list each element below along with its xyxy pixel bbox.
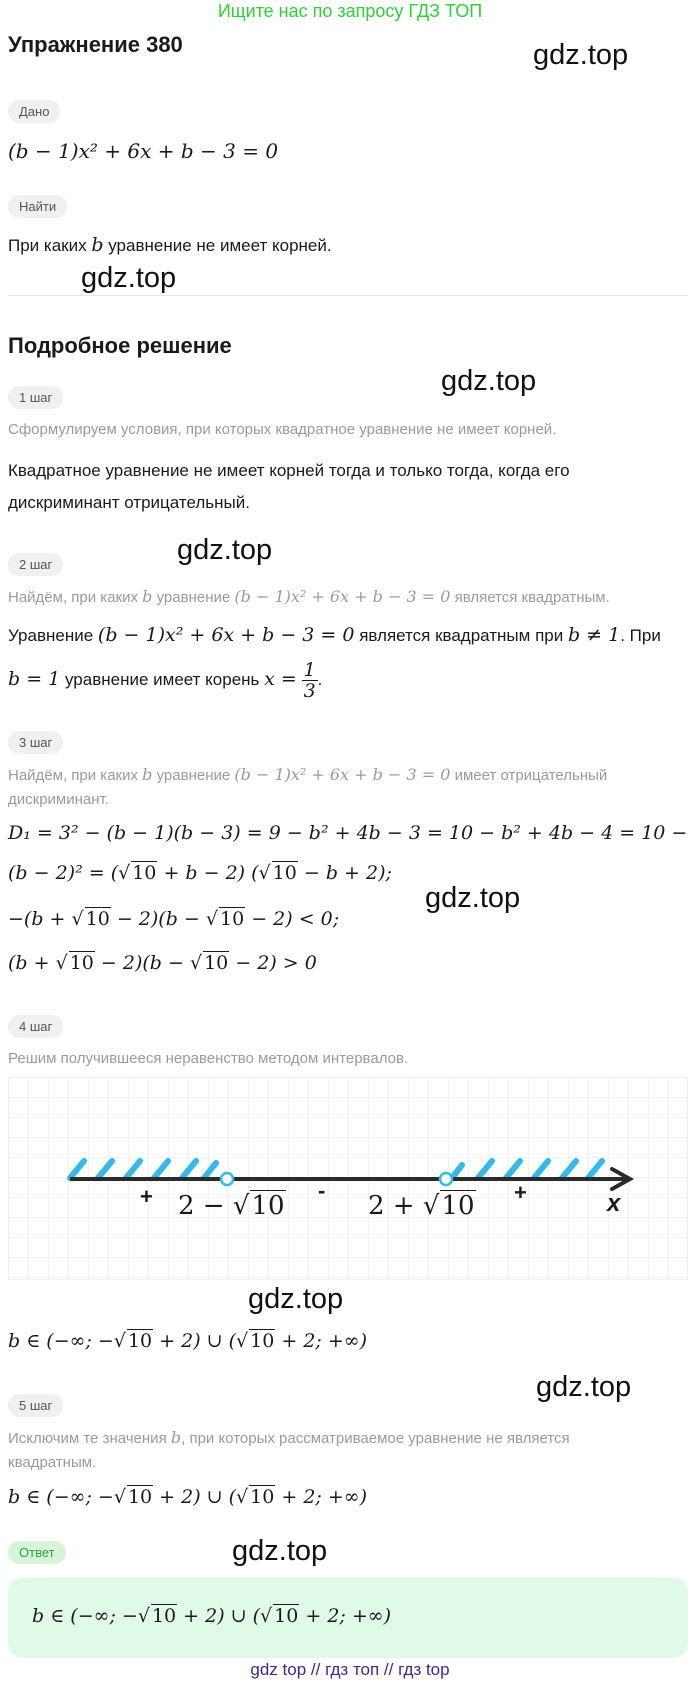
step4-label: 4 шаг [8,1015,63,1038]
step4-hint: Решим получившееся неравенство методом интервалов. [8,1050,409,1067]
step5-label: 5 шаг [8,1394,63,1417]
step4-result: b ∈ (−∞; −√ 10 + 2) ∪ (√ 10 + 2; +∞) [8,1330,368,1352]
watermark: gdz.top [533,39,629,71]
step1-label: 1 шаг [8,386,63,409]
fraction: $\frac{1}{3}$ [303,659,316,702]
sign-minus-middle: - [318,1178,326,1203]
step1-hint: Сформулируем условия, при которых квадратное уравнение не имеет корней. [8,421,557,438]
left-point-label: 2 − √10 [178,1191,285,1221]
sign-plus-left: + [140,1184,153,1209]
answer-label: Ответ [8,1541,66,1564]
axis-label: x [607,1190,621,1217]
step1-text: Квадратное уравнение не имеет корней тогда и только тогда, когда его дискриминант отрицательный. [8,461,570,512]
step2-hint: Найдём, при каких b уравнение (b − 1)x² + 6x + b − 3 = 0 является квадратным. [8,587,610,606]
step3-line3: −(b + √ 10 − 2)(b − √ 10 − 2) < 0; [8,908,340,930]
divider [8,295,688,296]
watermark: gdz.top [536,1371,632,1403]
watermark: gdz.top [81,262,177,294]
page-title: Упражнение 380 [8,32,183,57]
watermark: gdz.top [425,882,521,914]
given-label: Дано [8,100,60,123]
interval-diagram [8,1077,688,1280]
watermark: gdz.top [248,1283,344,1315]
find-label: Найти [8,195,67,218]
given-equation: (b − 1)x² + 6x + b − 3 = 0 [8,139,279,163]
step2-text-line2: b = 1 уравнение имеет корень x = $\frac{1}{3}$ . [8,659,323,702]
right-point-marker [440,1173,452,1185]
step3-line4: (b + √ 10 − 2)(b − √ 10 − 2) > 0 [8,952,317,974]
step3-label: 3 шаг [8,731,63,754]
step2-label: 2 шаг [8,553,63,576]
step2-text-line1: Уравнение (b − 1)x² + 6x + b − 3 = 0 является квадратным при b ≠ 1. При [8,624,661,646]
step5-hint: Исключим те значения b, при которых рассматриваемое уравнение не является квадратным. [8,1428,570,1471]
watermark: gdz.top [441,365,537,397]
solution-title: Подробное решение [8,333,232,358]
watermark: gdz.top [232,1535,328,1567]
answer-result: b ∈ (−∞; −√ 10 + 2) ∪ (√ 10 + 2; +∞) [32,1605,392,1627]
right-point-label: 2 + √10 [368,1191,475,1221]
step3-line1: D₁ = 3² − (b − 1)(b − 3) = 9 − b² + 4b − 3 = 10 − b² + 4b − 4 = 10 − [8,822,688,844]
sign-plus-right: + [514,1180,527,1205]
footer-links[interactable]: gdz top // гдз топ // гдз top [250,1660,450,1679]
step5-result: b ∈ (−∞; −√ 10 + 2) ∪ (√ 10 + 2; +∞) [8,1486,368,1508]
step3-hint: Найдём, при каких b уравнение (b − 1)x² + 6x + b − 3 = 0 имеет отрицательный дискриминант. [8,765,608,808]
find-text: При каких b уравнение не имеет корней. [8,234,332,256]
banner-text[interactable]: Ищите нас по запросу ГДЗ ТОП [217,1,483,21]
step3-line2: (b − 2)² = (√ 10 + b − 2) (√ 10 − b + 2); [8,862,392,884]
left-point-marker [221,1173,233,1185]
watermark: gdz.top [177,534,273,566]
